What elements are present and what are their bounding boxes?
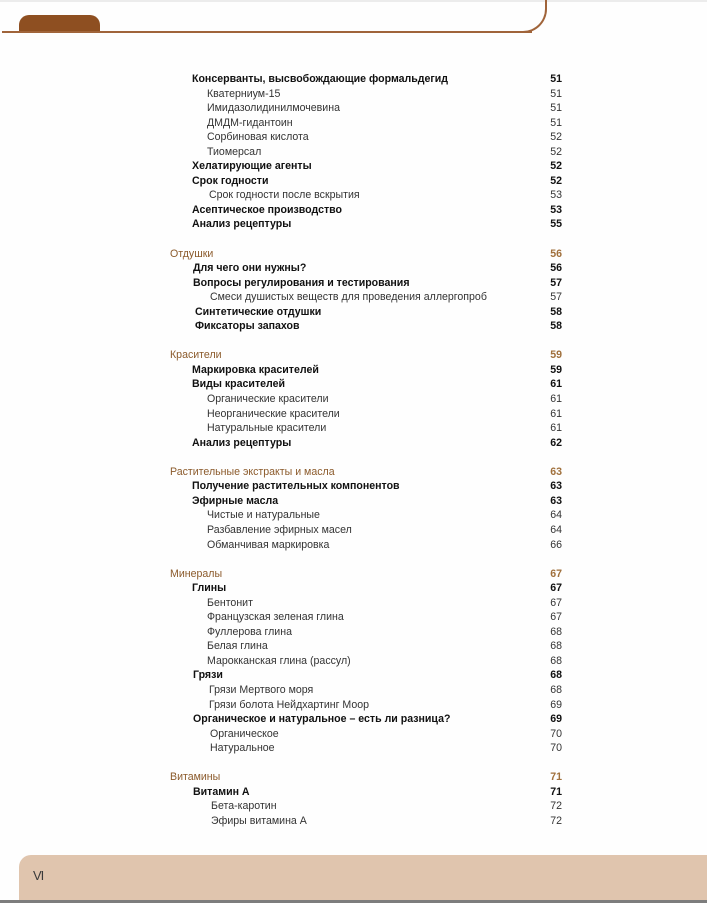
- toc-entry-page: 61: [550, 407, 562, 420]
- toc-entry-title: Грязи: [193, 669, 223, 682]
- toc-subentry[interactable]: [0, 596, 707, 611]
- toc-subentry[interactable]: [0, 290, 707, 305]
- toc-entry-title: Красители: [170, 349, 222, 362]
- toc-entry-title: Глины: [192, 582, 227, 595]
- toc-entry-page: 52: [550, 160, 562, 173]
- toc-entry-page: 51: [550, 87, 562, 100]
- toc-entry-page: 68: [550, 625, 562, 638]
- toc-entry-title: Грязи Мертвого моря: [209, 683, 314, 696]
- toc-entry-page: 59: [550, 363, 562, 376]
- toc-subentry[interactable]: [0, 799, 707, 814]
- toc-entry-title: Сорбиновая кислота: [207, 131, 309, 144]
- toc-entry-title: Фиксаторы запахов: [195, 320, 300, 333]
- toc-entry-title: Органическое: [210, 727, 279, 740]
- toc-entry-page: 58: [550, 320, 562, 333]
- toc-entry-page: 69: [550, 713, 562, 726]
- toc-entry-title: Срок годности после вскрытия: [209, 189, 360, 202]
- toc-entry[interactable]: [0, 276, 707, 291]
- toc-subentry[interactable]: [0, 130, 707, 145]
- toc-entry-title: Фуллерова глина: [207, 625, 292, 638]
- toc-entry-page: 55: [550, 218, 562, 231]
- table-of-contents: [0, 72, 707, 828]
- toc-entry-title: Анализ рецептуры: [192, 218, 292, 231]
- toc-entry-page: 51: [550, 102, 562, 115]
- toc-entry[interactable]: [0, 581, 707, 596]
- toc-section-heading[interactable]: [0, 567, 707, 582]
- toc-entry-title: Французская зеленая глина: [207, 611, 344, 624]
- toc-entry-page: 62: [550, 436, 562, 449]
- toc-subentry[interactable]: [0, 814, 707, 829]
- toc-entry-page: 61: [550, 378, 562, 391]
- toc-entry-page: 63: [550, 480, 562, 493]
- toc-entry-title: Натуральные красители: [207, 422, 327, 435]
- toc-entry-title: Анализ рецептуры: [192, 436, 292, 449]
- toc-entry-title: Белая глина: [207, 640, 268, 653]
- footer-band: [19, 855, 707, 901]
- toc-entry-title: Для чего они нужны?: [193, 262, 307, 275]
- toc-entry-page: 57: [550, 276, 562, 289]
- toc-entry-title: Неорганические красители: [207, 407, 340, 420]
- toc-entry-title: Органическое и натуральное – есть ли разница?: [193, 713, 451, 726]
- toc-entry-page: 67: [550, 596, 562, 609]
- toc-subentry[interactable]: [0, 87, 707, 102]
- toc-entry-title: Витамин А: [193, 785, 250, 798]
- header-curve-decoration: [505, 0, 547, 33]
- toc-subentry[interactable]: [0, 407, 707, 422]
- toc-entry-title: Минералы: [170, 567, 223, 580]
- toc-entry-title: Витамины: [170, 771, 221, 784]
- toc-entry-page: 70: [550, 727, 562, 740]
- toc-entry-page: 56: [550, 247, 562, 260]
- toc-entry-title: Имидазолидинилмочевина: [207, 102, 340, 115]
- toc-subentry[interactable]: [0, 188, 707, 203]
- toc-entry-title: Консерванты, высвобождающие формальдегид: [192, 73, 449, 85]
- toc-entry-title: Грязи болота Нейдхартинг Моор: [209, 698, 370, 711]
- toc-entry-title: Асептическое производство: [192, 203, 342, 216]
- toc-entry-page: 64: [550, 509, 562, 522]
- toc-entry-page: 53: [550, 203, 562, 216]
- toc-entry[interactable]: [0, 377, 707, 392]
- toc-entry-page: 58: [550, 305, 562, 318]
- toc-subentry[interactable]: [0, 727, 707, 742]
- toc-entry-title: Синтетические отдушки: [195, 305, 322, 318]
- toc-entry-title: Вопросы регулирования и тестирования: [193, 276, 410, 289]
- toc-entry-page: 61: [550, 393, 562, 406]
- toc-entry-page: 71: [550, 785, 562, 798]
- toc-entry-title: Смеси душистых веществ для проведения аллергопроб: [210, 291, 487, 304]
- header-rule: [2, 31, 532, 33]
- toc-entry-page: 51: [550, 116, 562, 129]
- toc-section-heading[interactable]: [0, 348, 707, 363]
- toc-entry-title: ДМДМ-гидантоин: [207, 116, 293, 129]
- toc-subentry[interactable]: [0, 610, 707, 625]
- toc-entry[interactable]: [0, 159, 707, 174]
- toc-entry-page: 71: [550, 771, 562, 784]
- toc-entry-page: 57: [550, 291, 562, 304]
- toc-entry-title: Виды красителей: [192, 378, 286, 391]
- toc-entry-title: Отдушки: [170, 247, 214, 260]
- toc-section-heading[interactable]: [0, 770, 707, 785]
- toc-entry[interactable]: [0, 72, 707, 87]
- toc-entry-page: 52: [550, 174, 562, 187]
- toc-subentry[interactable]: [0, 698, 707, 713]
- toc-entry-page: 68: [550, 669, 562, 682]
- toc-subentry[interactable]: [0, 625, 707, 640]
- toc-subentry[interactable]: [0, 741, 707, 756]
- toc-subentry[interactable]: [0, 508, 707, 523]
- section-spacer: [0, 232, 707, 247]
- toc-entry[interactable]: [0, 319, 707, 334]
- toc-entry[interactable]: [0, 305, 707, 320]
- top-border: [0, 0, 707, 2]
- toc-entry-title: Марокканская глина (рассул): [207, 654, 351, 667]
- toc-entry-page: 56: [550, 262, 562, 275]
- toc-entry-title: Эфиры витамина А: [211, 814, 307, 827]
- toc-entry-title: Чистые и натуральные: [207, 509, 320, 522]
- toc-entry-title: Эфирные масла: [192, 494, 279, 507]
- toc-entry[interactable]: [0, 479, 707, 494]
- toc-entry-page: 67: [550, 567, 562, 580]
- toc-entry-page: 67: [550, 582, 562, 595]
- toc-entry-page: 52: [550, 145, 562, 158]
- toc-entry[interactable]: [0, 363, 707, 378]
- toc-entry[interactable]: [0, 203, 707, 218]
- section-spacer: [0, 334, 707, 349]
- toc-subentry[interactable]: [0, 116, 707, 131]
- toc-entry-page: 61: [550, 422, 562, 435]
- toc-entry-title: Тиомерсал: [207, 145, 262, 158]
- section-spacer: [0, 552, 707, 567]
- toc-subentry[interactable]: [0, 392, 707, 407]
- toc-entry[interactable]: [0, 668, 707, 683]
- toc-entry-title: Растительные экстракты и масла: [170, 465, 335, 478]
- toc-subentry[interactable]: [0, 538, 707, 553]
- toc-entry[interactable]: [0, 174, 707, 189]
- toc-entry-page: 52: [550, 131, 562, 144]
- toc-entry-page: 63: [550, 465, 562, 478]
- toc-section-heading[interactable]: [0, 465, 707, 480]
- toc-subentry[interactable]: [0, 639, 707, 654]
- header-tab-decoration: [19, 15, 100, 32]
- toc-entry-page: 53: [550, 189, 562, 202]
- toc-entry-page: 72: [550, 800, 562, 813]
- toc-entry-page: 70: [550, 742, 562, 755]
- toc-subentry[interactable]: [0, 145, 707, 160]
- toc-entry-title: Маркировка красителей: [192, 363, 319, 376]
- toc-entry-page: 72: [550, 814, 562, 827]
- toc-entry[interactable]: [0, 712, 707, 727]
- toc-subentry[interactable]: [0, 421, 707, 436]
- toc-entry-page: 64: [550, 523, 562, 536]
- toc-entry-title: Кватерниум-15: [207, 87, 281, 100]
- toc-subentry[interactable]: [0, 683, 707, 698]
- toc-subentry[interactable]: [0, 101, 707, 116]
- toc-entry-page: 68: [550, 683, 562, 696]
- toc-entry-title: Органические красители: [207, 393, 329, 406]
- toc-entry[interactable]: [0, 494, 707, 509]
- toc-entry-page: 67: [550, 611, 562, 624]
- toc-entry[interactable]: [0, 261, 707, 276]
- toc-entry-title: Срок годности: [192, 174, 269, 187]
- toc-entry-page: 69: [550, 698, 562, 711]
- toc-entry[interactable]: [0, 217, 707, 232]
- toc-subentry[interactable]: [0, 654, 707, 669]
- toc-entry-page: 59: [550, 349, 562, 362]
- page-number: VI: [33, 868, 44, 883]
- toc-entry-page: 63: [550, 494, 562, 507]
- toc-entry-page: 66: [550, 538, 562, 551]
- toc-entry-title: Натуральное: [210, 742, 275, 755]
- toc-entry-title: Разбавление эфирных масел: [207, 523, 352, 536]
- toc-section-heading[interactable]: [0, 247, 707, 262]
- toc-entry-page: 51: [550, 73, 562, 85]
- toc-entry-title: Хелатирующие агенты: [192, 160, 312, 173]
- toc-entry-title: Бентонит: [207, 596, 253, 609]
- toc-entry-page: 68: [550, 654, 562, 667]
- toc-entry-title: Обманчивая маркировка: [207, 538, 330, 551]
- toc-entry[interactable]: [0, 785, 707, 800]
- section-spacer: [0, 756, 707, 771]
- toc-subentry[interactable]: [0, 523, 707, 538]
- toc-entry-title: Получение растительных компонентов: [192, 480, 400, 493]
- section-spacer: [0, 450, 707, 465]
- toc-entry-page: 68: [550, 640, 562, 653]
- toc-entry-title: Бета-каротин: [211, 800, 277, 813]
- toc-entry[interactable]: [0, 436, 707, 451]
